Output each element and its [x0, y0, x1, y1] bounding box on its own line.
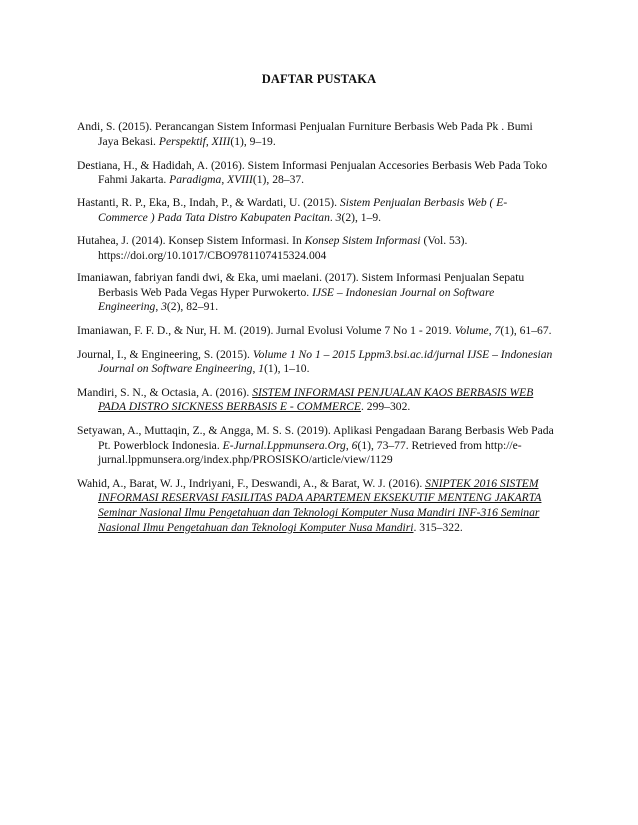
- reference-text-segment: Mandiri, S. N., & Octasia, A. (2016).: [77, 385, 253, 399]
- reference-text-segment: Andi, S. (2015). Perancangan Sistem Informasi Penjualan Furniture Berbasis Web Pada Pk . Bumi Jaya Bekasi.: [77, 120, 533, 148]
- reference-text-segment: (2), 1–9.: [341, 210, 382, 224]
- reference-text-segment: XIII: [211, 134, 231, 148]
- reference-text-segment: (1), 73–77. Retrieved from http://e-jurnal.lppmunsera.org/index.php/PROSISKO/article/view/1129: [98, 438, 522, 467]
- reference-entry: [77, 159, 555, 188]
- reference-text-segment: . 299–302.: [360, 400, 411, 414]
- reference-text-segment: Perspektif: [158, 134, 206, 148]
- reference-text-segment: ,: [345, 438, 352, 452]
- reference-list: [77, 120, 555, 544]
- reference-text-segment: Wahid, A., Barat, W. J., Indriyani, F., Deswandi, A., & Barat, W. J. (2016).: [77, 476, 426, 490]
- reference-text-segment: Paradigma: [169, 173, 222, 187]
- reference-entry: [77, 196, 555, 225]
- reference-text-segment: (Vol. 53). https://doi.org/10.1017/CBO9781107415324.004: [98, 234, 468, 262]
- reference-text-segment: SISTEM INFORMASI PENJUALAN KAOS BERBASIS WEB PADA DISTRO SICKNESS BERBASIS E - COMMERCE: [98, 385, 534, 414]
- reference-text-segment: (1), 61–67.: [500, 324, 552, 338]
- page-title: DAFTAR PUSTAKA: [261, 72, 377, 86]
- reference-text-segment: (1), 28–37.: [252, 173, 305, 187]
- reference-entry: [77, 271, 555, 315]
- reference-text-segment: 6: [351, 438, 358, 452]
- reference-text-segment: Hastanti, R. P., Eka, B., Indah, P., & Wardati, U. (2015).: [77, 196, 340, 210]
- reference-text-segment: .: [329, 210, 336, 224]
- reference-text-segment: ,: [155, 300, 162, 314]
- reference-text-segment: ,: [488, 324, 495, 338]
- reference-entry: [77, 324, 555, 339]
- reference-entry: [77, 234, 555, 263]
- reference-text-segment: 3: [161, 300, 167, 314]
- reference-entry: [77, 386, 555, 415]
- reference-text-segment: ,: [205, 134, 212, 148]
- reference-text-segment: Volume 1 No 1 – 2015 Lppm3.bsi.ac.id/jurnal IJSE – Indonesian Journal on Software Engineering: [98, 347, 553, 376]
- reference-text-segment: ,: [252, 362, 259, 376]
- reference-text-segment: Destiana, H., & Hadidah, A. (2016). Sistem Informasi Penjualan Accesories Berbasis Web Pada Toko Fahmi Jakarta.: [77, 158, 548, 187]
- reference-text-segment: 3: [335, 210, 342, 224]
- reference-text-segment: 1: [258, 362, 265, 376]
- reference-text-segment: Setyawan, A., Muttaqin, Z., & Angga, M. S. S. (2019). Aplikasi Pengadaan Barang Berbasis Web Pada Pt. Powerblock Indonesia.: [77, 424, 554, 452]
- reference-text-segment: Konsep Sistem Informasi: [304, 234, 421, 248]
- reference-text-segment: SNIPTEK 2016 SISTEM INFORMASI RESERVASI FASILITAS PADA APARTEMEN EKSEKUTIF MENTENG JAKARTA Seminar Nasional Ilmu Pengetahuan dan Teknologi Komputer Nusa Mandiri INF-316 Seminar Nasional Ilmu Pengetahuan dan Teknologi Komputer Nusa Mandiri: [98, 476, 542, 534]
- reference-text-segment: Journal, I., & Engineering, S. (2015).: [77, 347, 253, 361]
- reference-text-segment: E-Jurnal.Lppmunsera.Org: [222, 438, 346, 452]
- reference-text-segment: IJSE – Indonesian Journal on Software Engineering: [98, 285, 495, 314]
- reference-text-segment: (1), 9–19.: [230, 134, 276, 148]
- reference-text-segment: Hutahea, J. (2014). Konsep Sistem Informasi. In: [77, 234, 305, 248]
- reference-text-segment: . 315–322.: [413, 520, 463, 534]
- reference-text-segment: Volume: [454, 324, 489, 338]
- reference-text-segment: Imaniawan, fabriyan fandi dwi, & Eka, umi maelani. (2017). Sistem Informasi Penjualan Sepatu Berbasis Web Pada Vegas Hyper Purwokerto.: [77, 271, 525, 299]
- reference-entry: [77, 348, 555, 377]
- reference-entry: [77, 120, 555, 149]
- reference-text-segment: ,: [221, 173, 228, 187]
- reference-text-segment: Imaniawan, F. F. D., & Nur, H. M. (2019). Jurnal Evolusi Volume 7 No 1 - 2019.: [77, 324, 455, 338]
- reference-text-segment: (2), 82–91.: [166, 300, 219, 314]
- reference-text-segment: (1), 1–10.: [264, 362, 310, 376]
- reference-text-segment: Sistem Penjualan Berbasis Web ( E-Commerce ) Pada Tata Distro Kabupaten Pacitan: [98, 196, 508, 224]
- reference-entry: [77, 424, 555, 468]
- reference-text-segment: 7: [494, 324, 501, 338]
- reference-text-segment: XVIII: [227, 173, 253, 187]
- reference-entry: [77, 477, 555, 535]
